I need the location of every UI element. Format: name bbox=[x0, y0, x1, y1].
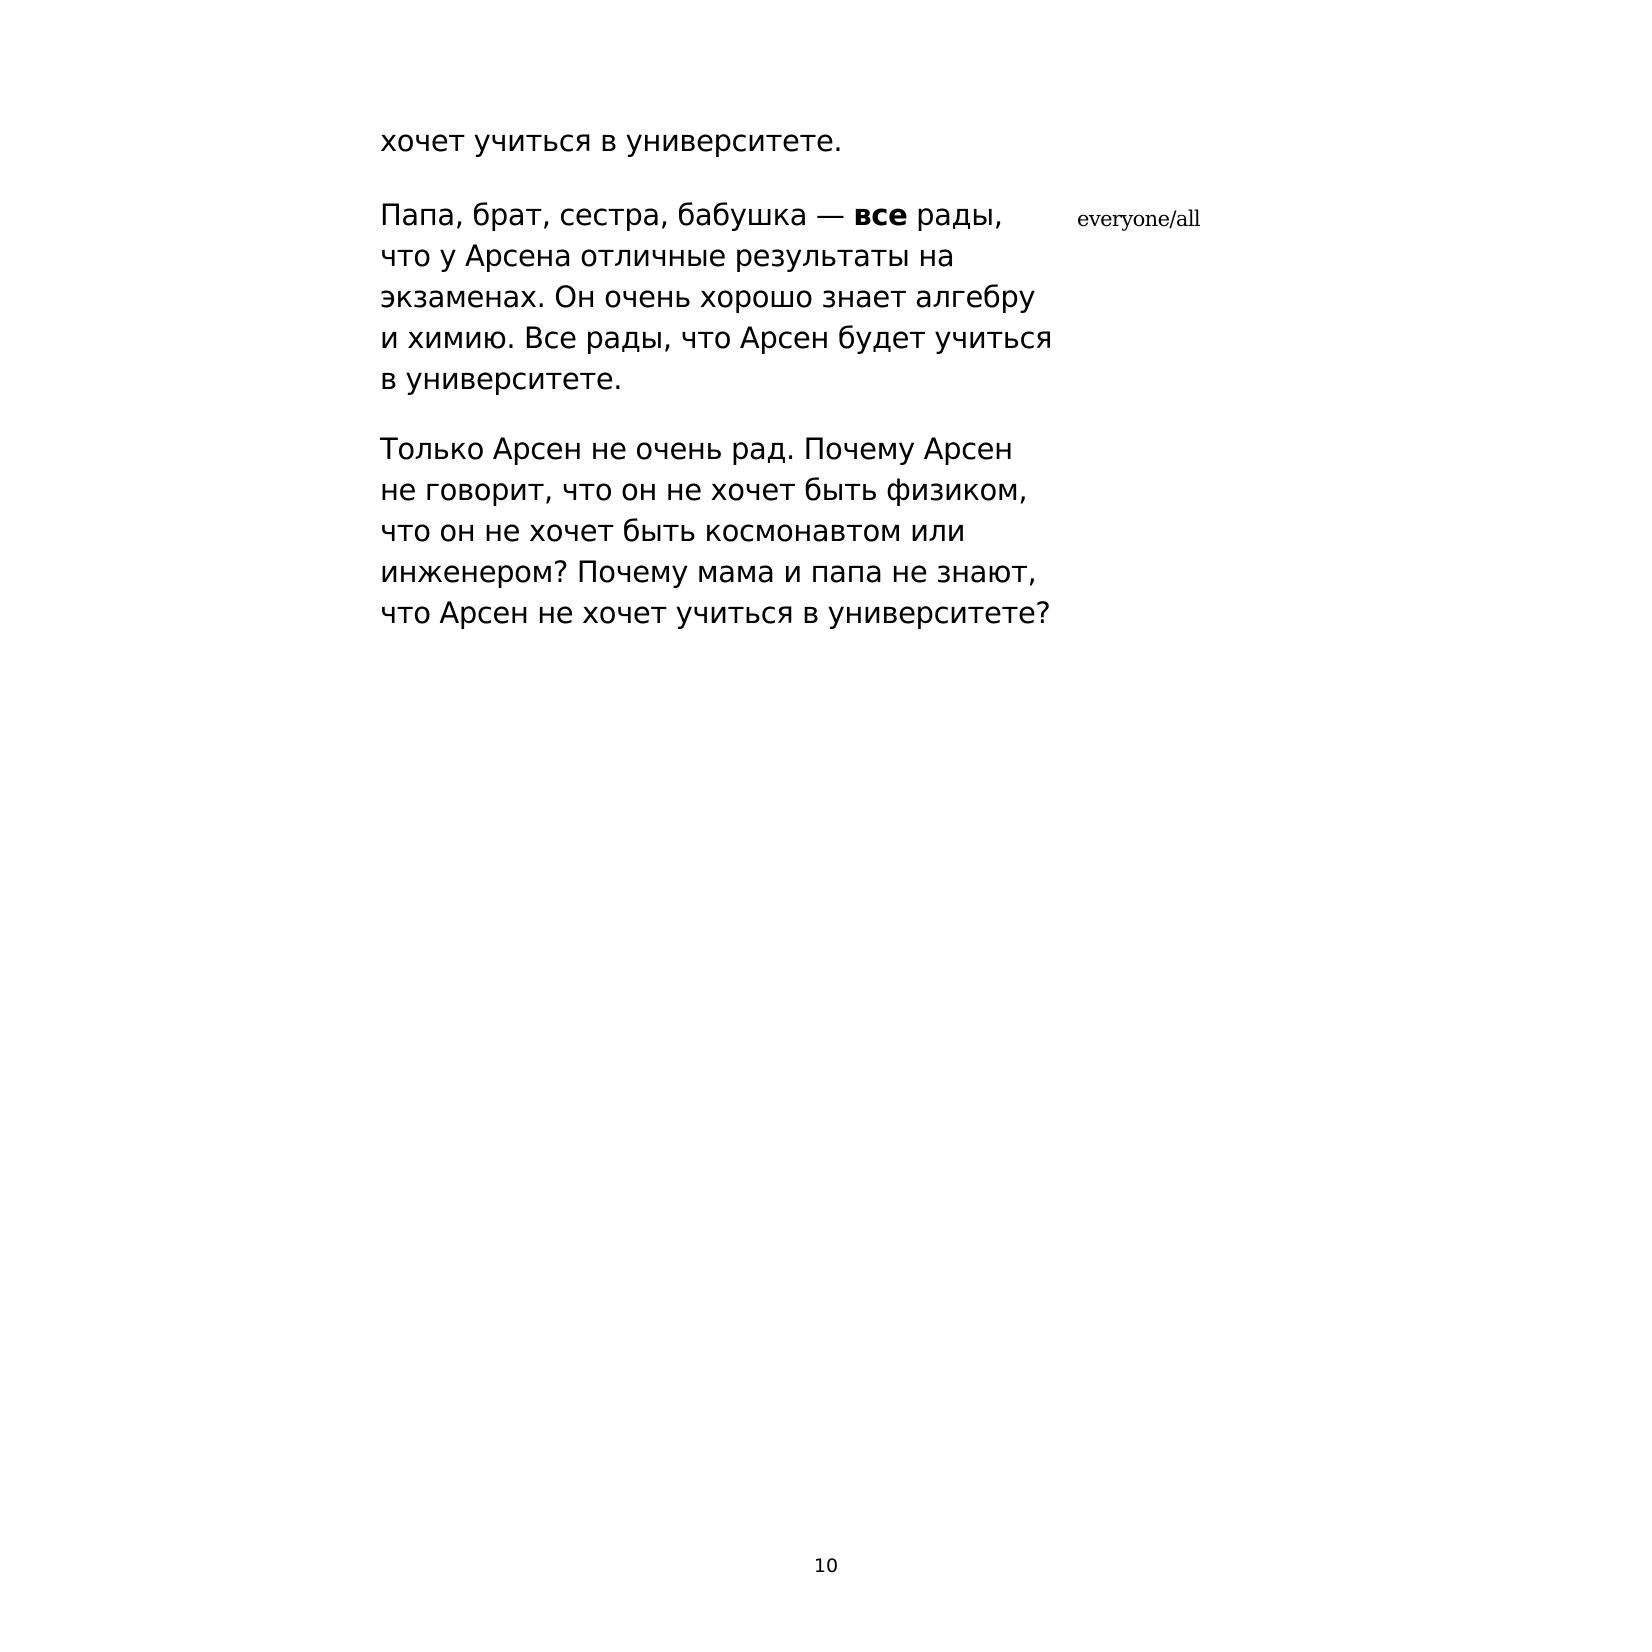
text-line: Только Арсен не очень рад. Почему Арсен bbox=[380, 432, 1013, 466]
text-line: не говорит, что он не хочет быть физиком, bbox=[380, 473, 1028, 507]
text-line: что Арсен не хочет учиться в университете? bbox=[380, 596, 1051, 630]
text-line-with-highlight bbox=[380, 195, 1080, 236]
paragraph-family bbox=[380, 195, 1080, 400]
margin-gloss: everyone/all bbox=[1077, 207, 1201, 231]
text-line: и химию. Все рады, что Арсен будет учиться bbox=[380, 321, 1053, 355]
text-segment: рады, bbox=[907, 198, 1003, 232]
paragraph-intro bbox=[380, 121, 1080, 162]
text-segment: Папа, брат, сестра, бабушка — bbox=[380, 198, 854, 232]
text-line: что у Арсена отличные результаты на bbox=[380, 239, 955, 273]
text-line: что он не хочет быть космонавтом или bbox=[380, 514, 966, 548]
text-line: в университете. bbox=[380, 362, 623, 396]
page-number: 10 bbox=[813, 1555, 839, 1577]
text-line: экзаменах. Он очень хорошо знает алгебру bbox=[380, 280, 1036, 314]
paragraph-arsen bbox=[380, 429, 1080, 634]
highlighted-word: все bbox=[853, 198, 908, 232]
text-line: хочет учиться в университете. bbox=[380, 124, 843, 158]
text-line: инженером? Почему мама и папа не знают, bbox=[380, 555, 1037, 589]
